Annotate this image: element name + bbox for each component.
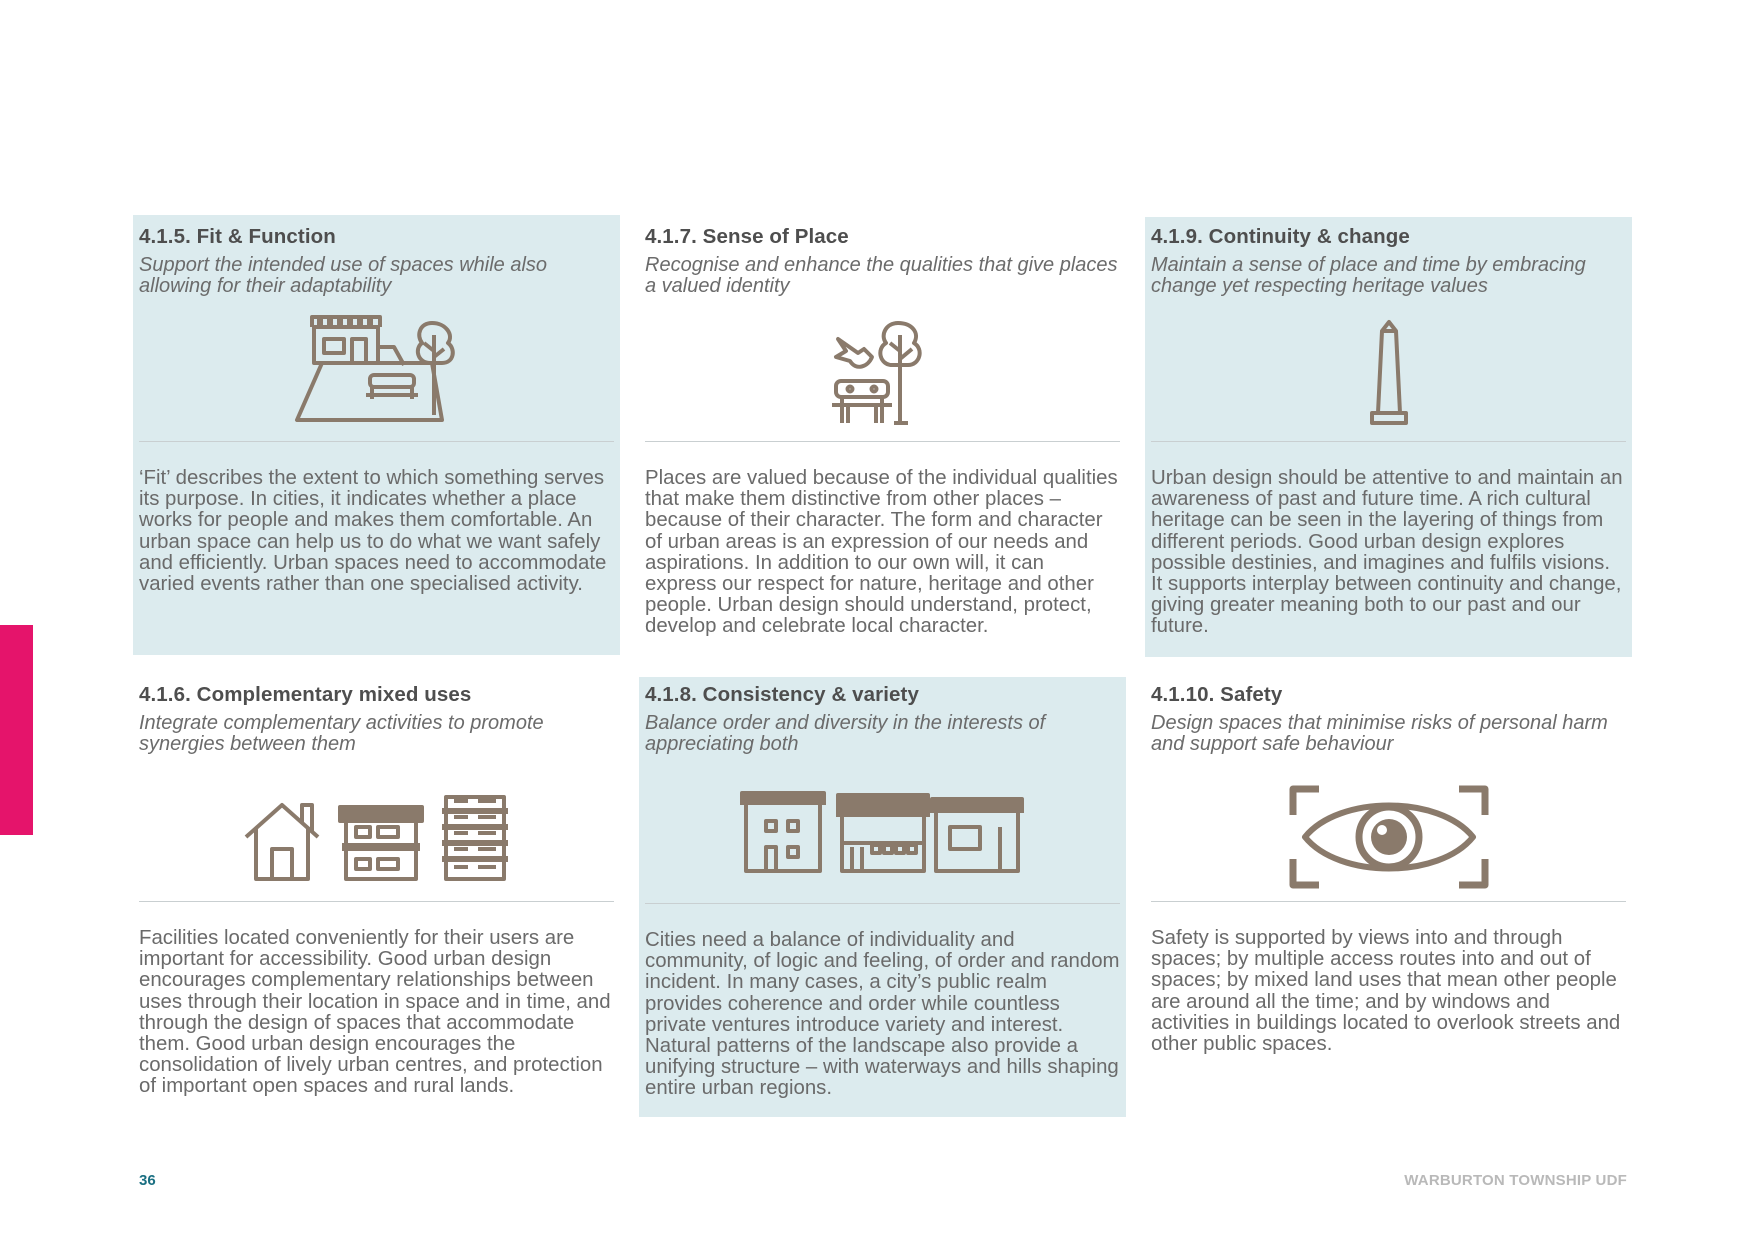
obelisk-monument-icon — [1145, 319, 1632, 429]
section-subtitle: Integrate complementary activities to promote synergies between them — [139, 712, 544, 755]
page-number: 36 — [139, 1172, 156, 1189]
section-subtitle: Design spaces that minimise risks of personal harm and support safe behaviour — [1151, 712, 1608, 755]
section-body: Cities need a balance of individuality and community, of logic and feeling, of order and random incident. In many cases, a city’s public realm provides coherence and order while countless private ventures introduce variety and interest. Natural patterns of the landscape also provide a unifying structure – with waterways and hills shaping entire urban regions. — [645, 929, 1120, 1100]
section-body: Safety is supported by views into and through spaces; by multiple access routes into and out of spaces; by mixed land uses that mean other people are around all the time; and by windows and activities in buildings located to overlook streets and other public spaces. — [1151, 927, 1621, 1056]
section-body: ‘Fit’ describes the extent to which something serves its purpose. In cities, it indicates whether a place works for people and makes them comfortable. An urban space can help us to do what we want safely and efficiently. Urban spaces need to accommodate varied events rather than one specialised activity. — [139, 467, 607, 596]
document-title: WARBURTON TOWNSHIP UDF — [1404, 1172, 1627, 1189]
section-heading: 4.1.8. Consistency & variety — [645, 683, 919, 706]
section-subtitle: Balance order and diversity in the interests of appreciating both — [645, 712, 1046, 755]
section-heading: 4.1.10. Safety — [1151, 683, 1283, 706]
section-divider — [645, 441, 1120, 442]
section-heading: 4.1.9. Continuity & change — [1151, 225, 1410, 248]
section-body: Urban design should be attentive to and maintain an awareness of past and future time. A rich cultural heritage can be seen in the layering of things from different periods. Good urban design explores possible destinies, and imagines and fulfils visions. It supports interplay between continuity and change, giving greater meaning both to our past and our future. — [1151, 467, 1623, 638]
section-tab-marker — [0, 625, 33, 835]
shop-plaza-tree-icon — [133, 315, 620, 425]
section-sense-of-place — [639, 215, 1126, 655]
section-divider — [139, 901, 614, 902]
section-complementary-mixed-uses — [133, 675, 620, 1115]
section-divider — [1151, 901, 1626, 902]
mixed-buildings-icon — [133, 793, 620, 883]
section-divider — [139, 441, 614, 442]
section-consistency-variety — [639, 677, 1126, 1117]
section-body: Facilities located conveniently for their users are important for accessibility. Good urban design encourages complementary relationships between uses through their location in space and in time, and through the design of spaces that accommodate them. Good urban design encourages the consolidation of lively urban centres, and protection of important open spaces and rural lands. — [139, 927, 611, 1098]
section-body: Places are valued because of the individual qualities that make them distinctive from other places – because of their character. The form and character of urban areas is an expression of our needs and aspirations. In addition to our own will, it can express our respect for nature, heritage and other people. Urban design should understand, protect, develop and celebrate local character. — [645, 467, 1118, 638]
section-divider — [645, 903, 1120, 904]
section-continuity-change — [1145, 217, 1632, 657]
eye-surveillance-icon — [1145, 785, 1632, 889]
section-divider — [1151, 441, 1626, 442]
bench-bird-tree-icon — [639, 319, 1126, 429]
section-subtitle: Support the intended use of spaces while also allowing for their adaptability — [139, 254, 548, 297]
section-heading: 4.1.5. Fit & Function — [139, 225, 336, 248]
section-safety — [1145, 677, 1632, 1117]
shopfronts-icon — [639, 791, 1126, 875]
section-heading: 4.1.6. Complementary mixed uses — [139, 683, 472, 706]
section-subtitle: Recognise and enhance the qualities that give places a valued identity — [645, 254, 1118, 297]
section-fit-function — [133, 215, 620, 655]
section-subtitle: Maintain a sense of place and time by embracing change yet respecting heritage values — [1151, 254, 1586, 297]
section-heading: 4.1.7. Sense of Place — [645, 225, 849, 248]
